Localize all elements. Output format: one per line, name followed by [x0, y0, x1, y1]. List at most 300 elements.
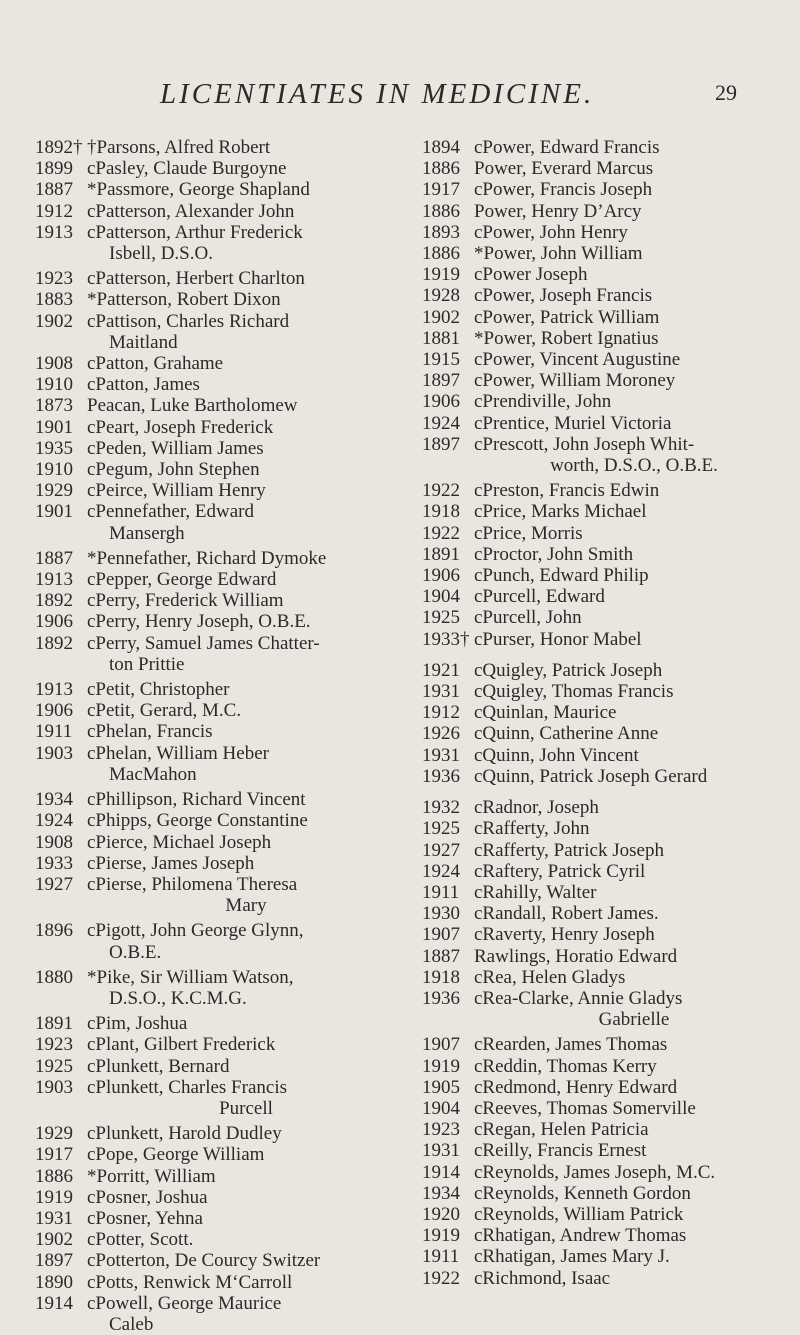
entry-name-block	[474, 818, 794, 839]
entry-name: cRichmond, Isaac	[474, 1267, 611, 1289]
list-item	[422, 434, 794, 476]
entry-name: cRafferty, Patrick Joseph	[474, 839, 664, 861]
entry-name-block	[87, 679, 405, 700]
entry-name: cPurser, Honor Mabel	[474, 628, 642, 650]
entry-name-block	[87, 810, 405, 831]
entry-name: cPerry, Frederick William	[87, 590, 284, 612]
entry-name-block	[87, 700, 405, 721]
entry-year: 1936	[422, 987, 460, 1009]
list-item	[35, 548, 405, 569]
entry-year: 1905	[422, 1076, 460, 1098]
entry-year: 1931	[422, 744, 460, 766]
entry-year: 1890	[35, 1271, 73, 1293]
list-item	[422, 1162, 794, 1183]
entry-year: 1922	[422, 480, 460, 502]
entry-name: cQuigley, Thomas Francis	[474, 681, 674, 703]
entry-year: 1934	[35, 789, 73, 811]
entry-name-block	[474, 201, 794, 222]
list-item	[35, 201, 405, 222]
entry-name: cQuigley, Patrick Joseph	[474, 659, 663, 681]
entry-name-block	[474, 1183, 794, 1204]
entry-year: 1920	[422, 1203, 460, 1225]
entry-year: 1926	[422, 723, 460, 745]
entry-name-block	[87, 374, 405, 395]
list-item	[35, 743, 405, 785]
entry-year: 1933	[35, 852, 73, 874]
list-item	[35, 222, 405, 264]
entry-year: 1919	[422, 264, 460, 286]
entry-name-block	[474, 629, 794, 650]
list-item	[422, 1119, 794, 1140]
entry-year: 1930	[422, 903, 460, 925]
entry-continuation: Purcell	[219, 1097, 273, 1119]
list-item	[422, 307, 794, 328]
entry-name-block	[474, 660, 794, 681]
list-item	[422, 1098, 794, 1119]
entry-name: cPrescott, John Joseph Whit-	[474, 433, 695, 455]
list-item	[35, 590, 405, 611]
entry-year: 1896	[35, 920, 73, 942]
entry-year: 1906	[35, 611, 73, 633]
entry-year: 1911	[35, 721, 73, 743]
list-item	[35, 569, 405, 590]
list-item	[35, 721, 405, 742]
list-item	[422, 1183, 794, 1204]
entry-continuation: O.B.E.	[109, 941, 162, 963]
entry-name: cPunch, Edward Philip	[474, 565, 649, 587]
entry-year: 1924	[422, 412, 460, 434]
list-item	[422, 565, 794, 586]
entry-name-block	[474, 370, 794, 391]
entry-year: 1880	[35, 966, 73, 988]
entry-name: cRedmond, Henry Edward	[474, 1076, 678, 1098]
list-item	[35, 417, 405, 438]
entry-year: 1910	[35, 374, 73, 396]
entry-name-block	[474, 434, 794, 476]
list-item	[35, 480, 405, 501]
entry-name: cPhelan, William Heber	[87, 742, 269, 764]
entry-name: cQuinn, John Vincent	[474, 744, 639, 766]
entry-name: cReynolds, William Patrick	[474, 1203, 684, 1225]
entry-year: 1919	[422, 1055, 460, 1077]
entry-name: cRaftery, Patrick Cyril	[474, 860, 646, 882]
entry-name: *Pike, Sir William Watson,	[87, 966, 294, 988]
entry-name: cPatterson, Herbert Charlton	[87, 268, 305, 290]
entry-name: cPosner, Joshua	[87, 1186, 208, 1208]
entry-year: 1881	[422, 327, 460, 349]
entry-name: cPhillipson, Richard Vincent	[87, 789, 306, 811]
list-item	[35, 353, 405, 374]
entry-name: cRearden, James Thomas	[474, 1034, 668, 1056]
entry-name-block	[87, 853, 405, 874]
entry-year: 1915	[422, 349, 460, 371]
entry-name: cPegum, John Stephen	[87, 459, 260, 481]
entry-continuation: Gabrielle	[598, 1009, 670, 1031]
entry-name-block	[87, 1166, 405, 1187]
list-item	[422, 946, 794, 967]
entry-name-block	[474, 967, 794, 988]
list-item	[35, 374, 405, 395]
entry-year: 1924	[35, 810, 73, 832]
entry-name-block	[87, 395, 405, 416]
entry-name-block	[474, 179, 794, 200]
entry-year: 1883	[35, 289, 73, 311]
entry-name: cPatton, James	[87, 374, 200, 396]
entry-name-block	[87, 1123, 405, 1144]
list-item	[35, 611, 405, 632]
list-item	[422, 370, 794, 391]
entry-name-block	[87, 459, 405, 480]
entry-year: 1931	[422, 1140, 460, 1162]
list-item	[422, 544, 794, 565]
list-item	[35, 832, 405, 853]
entry-name: cPotter, Scott.	[87, 1229, 194, 1251]
list-item	[35, 1077, 405, 1119]
entry-name-block	[474, 702, 794, 723]
entry-year: 1922	[422, 1267, 460, 1289]
entry-name-block	[87, 1187, 405, 1208]
entry-year: 1924	[422, 860, 460, 882]
entry-year: 1903	[35, 742, 73, 764]
entry-year: 1927	[35, 873, 73, 895]
running-header	[0, 78, 800, 118]
list-item	[422, 861, 794, 882]
list-item	[35, 1187, 405, 1208]
list-item	[35, 1013, 405, 1034]
entry-year: 1932	[422, 797, 460, 819]
entry-year: 1928	[422, 285, 460, 307]
list-item	[35, 1229, 405, 1250]
entry-year: 1886	[35, 1165, 73, 1187]
entry-year: 1927	[422, 839, 460, 861]
page-number: 29	[715, 80, 737, 105]
list-item	[422, 745, 794, 766]
list-item	[35, 967, 405, 1009]
entry-name: Rawlings, Horatio Edward	[474, 945, 678, 967]
entry-name-block	[474, 391, 794, 412]
list-item	[35, 158, 405, 179]
entry-name: cPetit, Christopher	[87, 679, 230, 701]
entry-continuation: Isbell, D.S.O.	[109, 243, 213, 265]
list-item	[422, 818, 794, 839]
entry-year: 1922	[422, 522, 460, 544]
entry-name-block	[474, 480, 794, 501]
entry-name: cPrice, Marks Michael	[474, 501, 647, 523]
entry-name: Power, Everard Marcus	[474, 158, 654, 180]
entry-name: cPierse, James Joseph	[87, 852, 255, 874]
entry-name-block	[87, 721, 405, 742]
entry-year: 1891	[422, 543, 460, 565]
entry-name-block	[87, 480, 405, 501]
entry-name-block	[87, 920, 405, 962]
list-item	[35, 1250, 405, 1271]
entry-year: 1929	[35, 1123, 73, 1145]
entry-name: cPetit, Gerard, M.C.	[87, 700, 242, 722]
entry-name: cPrendiville, John	[474, 391, 612, 413]
list-item	[422, 586, 794, 607]
entry-name-block	[87, 438, 405, 459]
entry-year: 1893	[422, 221, 460, 243]
entry-name: cReynolds, James Joseph, M.C.	[474, 1161, 716, 1183]
list-item	[422, 967, 794, 988]
entry-year: 1919	[422, 1225, 460, 1247]
entry-name-block	[474, 1204, 794, 1225]
entry-name-block	[87, 501, 405, 543]
entry-name-block	[474, 882, 794, 903]
entry-year: 1936	[422, 765, 460, 787]
entry-name-block	[87, 289, 405, 310]
entry-name: cPreston, Francis Edwin	[474, 480, 660, 502]
list-item	[35, 1272, 405, 1293]
entry-name-block	[474, 243, 794, 264]
entry-name-block	[474, 523, 794, 544]
entry-name-block	[87, 201, 405, 222]
entry-name: cPope, George William	[87, 1144, 265, 1166]
entry-year: 1899	[35, 158, 73, 180]
entry-name: cPatterson, Alexander John	[87, 200, 295, 222]
entry-name: *Pennefather, Richard Dymoke	[87, 547, 327, 569]
list-item	[422, 501, 794, 522]
entry-year: 1887	[422, 945, 460, 967]
list-item	[35, 1166, 405, 1187]
list-item	[422, 349, 794, 370]
entry-name: cPeart, Joseph Frederick	[87, 416, 274, 438]
entry-name: cPowell, George Maurice	[87, 1292, 282, 1314]
entry-name-block	[87, 1013, 405, 1034]
entry-name: cReilly, Francis Ernest	[474, 1140, 647, 1162]
entry-name-block	[474, 924, 794, 945]
entry-year: 1913	[35, 569, 73, 591]
entry-year: 1897	[35, 1250, 73, 1272]
entry-name-block	[474, 1246, 794, 1267]
entry-name-block	[87, 633, 405, 675]
entry-year: 1933†	[422, 628, 470, 650]
entry-name: cPerry, Samuel James Chatter-	[87, 632, 320, 654]
entry-year: 1897	[422, 370, 460, 392]
entry-name-block	[87, 1208, 405, 1229]
list-item	[35, 920, 405, 962]
entry-name: cPattison, Charles Richard	[87, 310, 290, 332]
entry-year: 1929	[35, 480, 73, 502]
right-column	[422, 137, 794, 1289]
list-item	[35, 1056, 405, 1077]
entry-name: cRahilly, Walter	[474, 881, 597, 903]
list-item	[35, 1034, 405, 1055]
entry-year: 1906	[35, 700, 73, 722]
list-item	[422, 1268, 794, 1289]
entry-year: 1904	[422, 586, 460, 608]
entry-continuation: D.S.O., K.C.M.G.	[109, 987, 247, 1009]
list-item	[35, 395, 405, 416]
entry-year: 1911	[422, 881, 460, 903]
list-item	[422, 629, 794, 650]
entry-name: cPurcell, John	[474, 607, 582, 629]
entry-name: cRhatigan, Andrew Thomas	[474, 1225, 687, 1247]
list-item	[35, 268, 405, 289]
entry-name-block	[474, 988, 794, 1030]
entry-name: cRadnor, Joseph	[474, 797, 599, 819]
entry-name-block	[87, 1144, 405, 1165]
list-item	[422, 660, 794, 681]
list-item	[35, 874, 405, 916]
entry-name: cPatton, Grahame	[87, 353, 224, 375]
entry-name-block	[474, 745, 794, 766]
entry-year: 1925	[35, 1055, 73, 1077]
entry-year: 1934	[422, 1182, 460, 1204]
entry-year: 1907	[422, 924, 460, 946]
entry-name-block	[474, 1225, 794, 1246]
entry-name: cReddin, Thomas Kerry	[474, 1055, 657, 1077]
entry-year: 1892†	[35, 137, 83, 158]
entry-name: *Power, Robert Ignatius	[474, 327, 659, 349]
entry-year: 1906	[422, 565, 460, 587]
entry-name-block	[87, 590, 405, 611]
entry-name: cPrice, Morris	[474, 522, 583, 544]
entry-name: cRea-Clarke, Annie Gladys	[474, 987, 683, 1009]
entry-name: cRaverty, Henry Joseph	[474, 924, 655, 946]
list-item	[35, 311, 405, 353]
entry-name: cPlunkett, Bernard	[87, 1055, 230, 1077]
entry-year: 1873	[35, 395, 73, 417]
entry-name-block	[87, 1229, 405, 1250]
list-item	[422, 243, 794, 264]
entry-name-block	[87, 789, 405, 810]
list-item	[422, 1204, 794, 1225]
entry-name-block	[474, 1098, 794, 1119]
entry-name: cPrentice, Muriel Victoria	[474, 412, 672, 434]
list-item	[422, 1140, 794, 1161]
entry-name: cPepper, George Edward	[87, 569, 277, 591]
entry-continuation: Mary	[225, 895, 267, 917]
entry-year: 1886	[422, 158, 460, 180]
entry-name: cPower, Patrick William	[474, 306, 660, 328]
entry-name: cRea, Helen Gladys	[474, 966, 626, 988]
list-item	[422, 681, 794, 702]
list-item	[422, 840, 794, 861]
entry-name: cPhipps, George Constantine	[87, 810, 308, 832]
list-item	[422, 328, 794, 349]
list-item	[422, 924, 794, 945]
entry-name-block	[474, 501, 794, 522]
entry-name-block	[474, 222, 794, 243]
list-item	[422, 264, 794, 285]
entry-name-block	[87, 417, 405, 438]
entry-name-block	[87, 222, 405, 264]
list-item	[35, 179, 405, 200]
list-item	[35, 633, 405, 675]
list-item	[35, 1208, 405, 1229]
left-column	[35, 137, 405, 1335]
entry-year: 1935	[35, 437, 73, 459]
list-item	[35, 789, 405, 810]
entry-name-block	[87, 179, 405, 200]
entry-name-block	[87, 548, 405, 569]
list-item	[35, 1293, 405, 1335]
list-item	[422, 480, 794, 501]
entry-name-block	[474, 766, 794, 787]
list-item	[422, 201, 794, 222]
list-item	[422, 1034, 794, 1055]
entry-year: 1919	[35, 1186, 73, 1208]
entry-year: 1914	[422, 1161, 460, 1183]
entry-name: cPotterton, De Courcy Switzer	[87, 1250, 321, 1272]
entry-year: 1912	[35, 200, 73, 222]
entry-year: 1923	[422, 1119, 460, 1141]
entry-name: cPower, Joseph Francis	[474, 285, 653, 307]
entry-name: cReeves, Thomas Somerville	[474, 1097, 696, 1119]
list-item	[422, 179, 794, 200]
entry-name-block	[87, 1272, 405, 1293]
entry-continuation: ton Prittie	[109, 653, 185, 675]
entry-name-block	[87, 743, 405, 785]
entry-name: cQuinlan, Maurice	[474, 702, 617, 724]
entry-name: cPlant, Gilbert Frederick	[87, 1034, 276, 1056]
entry-continuation: Caleb	[109, 1313, 154, 1335]
entry-name-block	[87, 611, 405, 632]
entry-name: cPhelan, Francis	[87, 721, 213, 743]
list-item	[35, 853, 405, 874]
list-item	[35, 810, 405, 831]
entry-name-block	[87, 1034, 405, 1055]
entry-name-block	[474, 328, 794, 349]
entry-year: 1887	[35, 547, 73, 569]
entry-name-block	[474, 1140, 794, 1161]
entry-year: 1903	[35, 1076, 73, 1098]
entry-name-block	[87, 569, 405, 590]
list-item	[422, 766, 794, 787]
entry-year: 1918	[422, 966, 460, 988]
entry-year: 1901	[35, 501, 73, 523]
entry-name: cPennefather, Edward	[87, 501, 254, 523]
entry-continuation: worth, D.S.O., O.B.E.	[550, 455, 718, 477]
list-item	[422, 1225, 794, 1246]
entry-name-block	[474, 1119, 794, 1140]
entry-year: 1913	[35, 679, 73, 701]
entry-year: 1931	[35, 1207, 73, 1229]
entry-name: cQuinn, Patrick Joseph Gerard	[474, 765, 708, 787]
list-item	[422, 222, 794, 243]
entry-name: Power, Henry D’Arcy	[474, 200, 642, 222]
entry-name: cPierse, Philomena Theresa	[87, 873, 298, 895]
entry-name-block	[474, 1077, 794, 1098]
entry-name: cPotts, Renwick M‘Carroll	[87, 1271, 293, 1293]
entry-year: 1892	[35, 632, 73, 654]
entry-name: cRafferty, John	[474, 818, 590, 840]
entry-name-block	[474, 158, 794, 179]
entry-year: 1911	[422, 1246, 460, 1268]
entry-year: 1902	[35, 1229, 73, 1251]
list-item	[422, 413, 794, 434]
entry-name-block	[474, 1162, 794, 1183]
entry-year: 1891	[35, 1013, 73, 1035]
entry-name-block	[87, 1293, 405, 1335]
list-item	[422, 137, 794, 158]
entry-name: cPower, Vincent Augustine	[474, 349, 681, 371]
entry-name: *Power, John William	[474, 243, 643, 265]
entry-name: cPigott, John George Glynn,	[87, 920, 304, 942]
entry-name-block	[87, 311, 405, 353]
entry-name-block	[474, 307, 794, 328]
entry-name-block	[474, 903, 794, 924]
entry-name-block	[474, 681, 794, 702]
entry-name-block	[87, 832, 405, 853]
entry-name: cPurcell, Edward	[474, 586, 605, 608]
entry-name-block	[474, 413, 794, 434]
entry-name-block	[474, 349, 794, 370]
list-item	[35, 289, 405, 310]
list-item	[422, 702, 794, 723]
entry-year: 1931	[422, 681, 460, 703]
